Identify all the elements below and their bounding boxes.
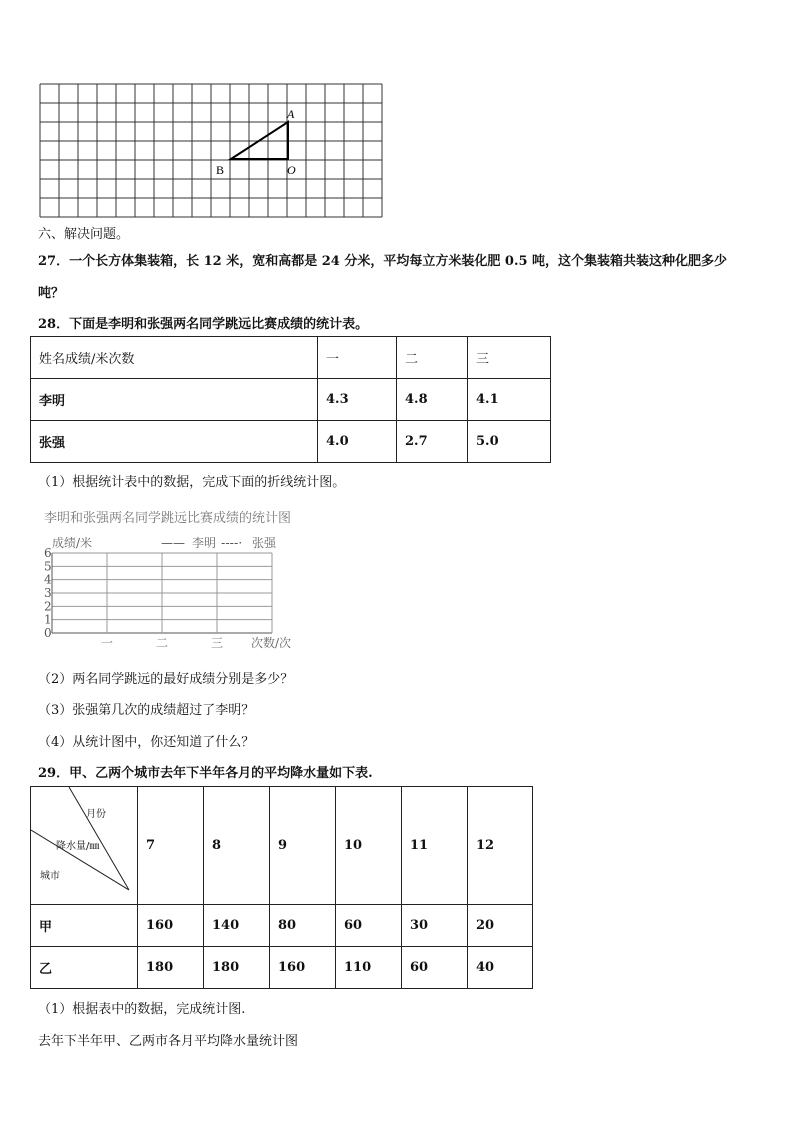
legend-symbol-zhangqiang: ----· [221,536,243,550]
q28-sub3: （3）张强第几次的成绩超过了李明？ [38,703,255,718]
chart-ytick-label: 4 [44,572,52,587]
chart-yticks [44,546,52,640]
chart-ytick-label: 6 [44,546,52,560]
q29-cell: 180 [138,947,204,989]
q28-header-3: 三 [468,337,551,379]
q29-cell: 160 [270,947,336,989]
q28-row-name: 张强 [31,421,318,463]
legend-zhangqiang: 张强 [252,536,277,550]
q29-month: 7 [138,787,204,905]
q29-cell: 60 [402,947,468,989]
q29-cell: 180 [204,947,270,989]
chart-xtick-label: 一 [100,636,114,650]
q29-chart-title: 去年下半年甲、乙两市各月平均降水量统计图 [38,1034,299,1049]
corner-month: 月份 [86,809,106,820]
chart-xtick-label: 二 [155,636,169,650]
q29-city: 乙 [31,947,138,989]
q29-cell: 40 [468,947,533,989]
label-o: O [287,163,296,177]
chart-ytick-label: 2 [44,599,52,614]
q27-line2: 吨？ [38,286,65,301]
q29-month: 8 [204,787,270,905]
q29-cell: 110 [336,947,402,989]
q28-header-0: 姓名成绩/米次数 [31,337,318,379]
q29-month: 9 [270,787,336,905]
q29-cell: 20 [468,905,533,947]
q29-corner-cell [31,787,138,905]
chart-xtick-label: 三 [210,636,224,650]
chart-ytick-label: 1 [44,612,52,627]
section-title: 六、解决问题。 [38,227,130,242]
q29-sub1: （1）根据表中的数据，完成统计图. [38,1002,246,1017]
q29-cell: 80 [270,905,336,947]
q29-cell: 160 [138,905,204,947]
q29-table [30,786,533,989]
legend-liming: 李明 [192,536,217,550]
chart-ytick-label: 5 [44,559,52,574]
chart-ylabel: 成绩/米 [52,536,93,550]
q28-table [30,336,551,463]
q28-header-2: 二 [397,337,468,379]
chart-ytick-label: 0 [44,626,52,640]
q28-row-name: 李明 [31,379,318,421]
chart-grid [52,553,272,633]
q28-cell: 2.7 [397,421,468,463]
q29-month: 10 [336,787,402,905]
q28-cell: 5.0 [468,421,551,463]
chart-legend [161,535,277,550]
q29-cell: 140 [204,905,270,947]
q29-cell: 30 [402,905,468,947]
q29-intro: 29．甲、乙两个城市去年下半年各月的平均降水量如下表. [38,766,373,781]
q28-cell: 4.1 [468,379,551,421]
q28-sub4: （4）从统计图中，你还知道了什么？ [38,735,255,750]
legend-symbol-liming: —— [161,536,185,550]
corner-rain: 降水量/㎜ [56,841,100,852]
q28-sub1: （1）根据统计表中的数据，完成下面的折线统计图。 [38,475,346,490]
q28-cell: 4.0 [318,421,397,463]
chart-ytick-label: 3 [44,586,52,600]
q28-cell: 4.3 [318,379,397,421]
chart-xlabel: 次数/次 [251,636,292,650]
q28-sub2: （2）两名同学跳远的最好成绩分别是多少？ [38,672,294,687]
q29-cell: 60 [336,905,402,947]
q29-city: 甲 [31,905,138,947]
chart-xticks [101,636,223,650]
q29-month: 12 [468,787,533,905]
label-b: B [216,163,225,177]
q27-line1: 27．一个长方体集装箱，长 12 米，宽和高都是 24 分米，平均每立方米装化肥 0.5 吨，这个集装箱共装这种化肥多少 [38,254,728,269]
chart-title: 李明和张强两名同学跳远比赛成绩的统计图 [44,511,292,526]
q28-cell: 4.8 [397,379,468,421]
grid-figure [38,82,384,218]
q28-line-chart [36,506,346,654]
label-a: A [287,107,295,121]
q28-intro: 28．下面是李明和张强两名同学跳远比赛成绩的统计表。 [38,317,369,332]
corner-city: 城市 [40,871,60,882]
grid-lines [40,84,382,217]
q29-month: 11 [402,787,468,905]
q28-header-1: 一 [318,337,397,379]
